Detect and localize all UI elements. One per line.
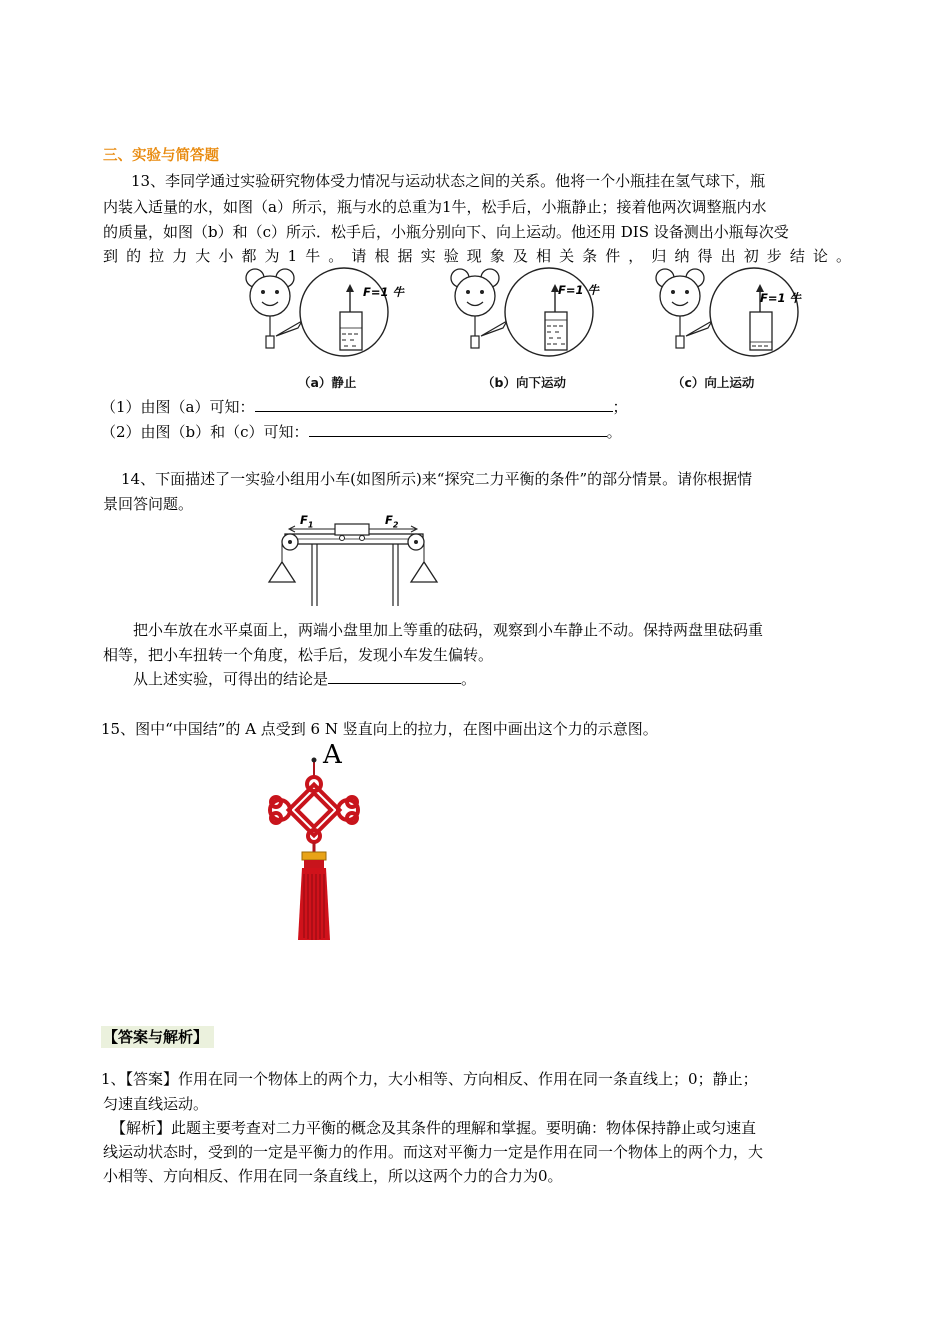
answer-blank-1[interactable] [255,395,613,412]
q13-line-4: 到的拉力大小都为1牛。请根据实验现象及相关条件，归纳得出初步结论。 [103,247,853,265]
q14-line-1: 14、下面描述了一实验小组用小车(如图所示)来“探究二力平衡的条件”的部分情景。请你根据情 [121,470,753,488]
q14-para-3 [133,666,883,692]
section-title: 三、实验与简答题 [103,148,219,164]
force-label-a: F=1 牛 [363,285,404,299]
sub-1-label: （1）由图（a）可知： [101,398,255,416]
q13-sub-1 [101,394,851,420]
q14-para-3-end: 。 [461,670,477,688]
answer-1-line-2: 匀速直线运动。 [103,1095,209,1113]
balloon-panel-a [240,266,390,366]
answer-1-line-1: 1、【答案】作用在同一个物体上的两个力，大小相等、方向相反、作用在同一条直线上；0；静止； [101,1070,758,1088]
sub-2-end: 。 [606,423,622,441]
analysis-1-line-1: 【解析】此题主要考查对二力平衡的概念及其条件的理解和掌握。要明确：物体保持静止或匀速直 [111,1119,757,1137]
force-label-b: F=1 牛 [558,283,599,297]
sub-1-end: ； [612,398,628,416]
q14-para-2: 相等，把小车扭转一个角度，松手后，发现小车发生偏转。 [103,646,494,664]
cart-figure [265,512,445,608]
answers-header-text: 【答案与解析】 [101,1026,214,1048]
answer-blank-3[interactable] [328,667,461,684]
q13-figure [240,266,860,394]
caption-b: （b）向下运动 [482,375,566,390]
analysis-1-line-2: 线运动状态时，受到的一定是平衡力的作用。而这对平衡力一定是作用在同一个物体上的两个力，大 [103,1143,764,1161]
q15-text: 15、图中“中国结”的 A 点受到 6 N 竖直向上的拉力，在图中画出这个力的示意图。 [101,720,658,738]
chinese-knot-figure [262,740,382,945]
force-label-c: F=1 牛 [760,291,801,305]
sub-2-label: （2）由图（b）和（c）可知： [101,423,309,441]
caption-a: （a）静止 [298,375,357,390]
f2-label: $F_2$ [385,513,399,530]
balloon-panel-c [650,266,800,366]
chinese-knot-image [262,740,382,945]
q14-line-2: 景回答问题。 [103,495,194,513]
q14-para-1: 把小车放在水平桌面上，两端小盘里加上等重的砝码，观察到小车静止不动。保持两盘里砝码重 [133,621,764,639]
analysis-1-line-3: 小相等、方向相反、作用在同一条直线上，所以这两个力的合力为0。 [103,1167,563,1185]
answers-header [101,1026,214,1047]
q13-sub-2 [101,419,851,445]
f1-label: $F_1$ [300,513,314,530]
q13-line-2: 内装入适量的水，如图（a）所示，瓶与水的总重为1牛，松手后，小瓶静止；接着他两次调整瓶内水 [103,198,767,216]
q14-para-3-label: 从上述实验，可得出的结论是 [133,670,329,688]
balloon-panel-b [445,266,595,366]
q13-line-3: 的质量，如图（b）和（c）所示．松手后，小瓶分别向下、向上运动。他还用 DIS 设备测出小瓶每次受 [103,223,789,241]
q13-line-1: 13、李同学通过实验研究物体受力情况与运动状态之间的关系。他将一个小瓶挂在氢气球下，瓶 [131,172,766,190]
caption-c: （c）向上运动 [672,375,755,390]
answer-blank-2[interactable] [309,420,607,437]
point-a-label: A [323,740,342,770]
cart-apparatus-diagram [265,512,445,608]
